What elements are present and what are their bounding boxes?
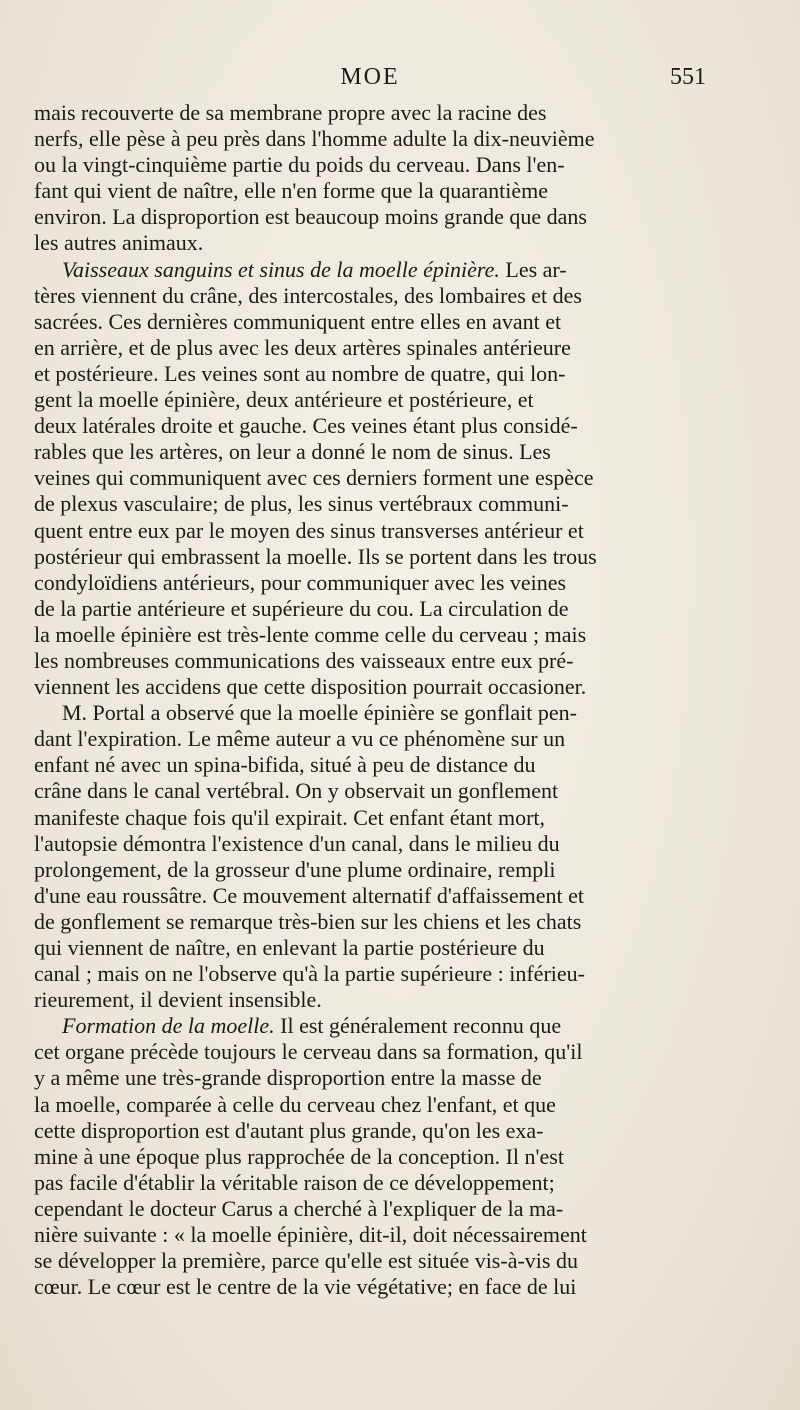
text-line: cet organe précède toujours le cerveau dans sa formation, qu'il bbox=[34, 1039, 583, 1065]
text-line: et postérieure. Les veines sont au nombre de quatre, qui lon- bbox=[34, 360, 566, 386]
text-line: les autres animaux. bbox=[34, 230, 204, 256]
paragraph-4 bbox=[34, 1013, 706, 1300]
text-line: cependant le docteur Carus a cherché à l'expliquer de la ma- bbox=[34, 1195, 564, 1221]
paragraph-3 bbox=[34, 700, 706, 1013]
text-line: postérieur qui embrassent la moelle. Ils se portent dans les trous bbox=[34, 543, 597, 569]
text-line: se développer la première, parce qu'elle est située vis-à-vis du bbox=[34, 1248, 578, 1274]
text-line: quent entre eux par le moyen des sinus transverses antérieur et bbox=[34, 517, 584, 543]
text-line: de la partie antérieure et supérieure du cou. La circulation de bbox=[34, 595, 569, 621]
text-line: M. Portal a observé que la moelle épinière se gonflait pen- bbox=[62, 700, 577, 726]
text-line: sacrées. Ces dernières communiquent entre elles en avant et bbox=[34, 308, 562, 334]
text-line: en arrière, et de plus avec les deux artères spinales antérieure bbox=[34, 334, 571, 360]
paragraph-2 bbox=[34, 257, 706, 701]
paragraph-1 bbox=[34, 100, 706, 257]
text-line: deux latérales droite et gauche. Ces veines étant plus considé- bbox=[34, 413, 578, 439]
page-header bbox=[34, 60, 706, 100]
text-line: ou la vingt-cinquième partie du poids du cerveau. Dans l'en- bbox=[34, 152, 565, 178]
body-text bbox=[34, 100, 706, 1300]
text-line: gent la moelle épinière, deux antérieure et postérieure, et bbox=[34, 387, 534, 413]
page-number: 551 bbox=[670, 64, 706, 90]
running-head: MOE bbox=[340, 64, 400, 90]
text-line: nerfs, elle pèse à peu près dans l'homme adulte la dix-neuvième bbox=[34, 126, 595, 152]
text-line: prolongement, de la grosseur d'une plume ordinaire, rempli bbox=[34, 856, 556, 882]
text-line: fant qui vient de naître, elle n'en forme que la quarantième bbox=[34, 178, 549, 204]
text-line: rieurement, il devient insensible. bbox=[34, 987, 322, 1013]
text-line: mine à une époque plus rapprochée de la conception. Il n'est bbox=[34, 1143, 564, 1169]
text-line: pas facile d'établir la véritable raison de ce développement; bbox=[34, 1169, 555, 1195]
text-line: rables que les artères, on leur a donné le nom de sinus. Les bbox=[34, 439, 551, 465]
text-line: dant l'expiration. Le même auteur a vu ce phénomène sur un bbox=[34, 726, 566, 752]
text-line: enfant né avec un spina-bifida, situé à peu de distance du bbox=[34, 752, 536, 778]
text-line: d'une eau roussâtre. Ce mouvement alternatif d'affaissement et bbox=[34, 882, 584, 908]
book-page bbox=[34, 60, 706, 1350]
text-line: manifeste chaque fois qu'il expirait. Cet enfant étant mort, bbox=[34, 804, 546, 830]
text-line: cœur. Le cœur est le centre de la vie végétative; en face de lui bbox=[34, 1274, 577, 1300]
text-line: condyloïdiens antérieurs, pour communiquer avec les veines bbox=[34, 569, 567, 595]
text-line: la moelle épinière est très-lente comme celle du cerveau ; mais bbox=[34, 621, 587, 647]
text-line: crâne dans le canal vertébral. On y observait un gonflement bbox=[34, 778, 559, 804]
text-line bbox=[34, 1013, 706, 1039]
heading-line-rest: Il est généralement reconnu que bbox=[274, 1013, 562, 1039]
text-line: veines qui communiquent avec ces derniers forment une espèce bbox=[34, 465, 594, 491]
text-line: viennent les accidens que cette disposition pourrait occasioner. bbox=[34, 674, 587, 700]
text-line: cette disproportion est d'autant plus grande, qu'on les exa- bbox=[34, 1117, 544, 1143]
section-heading: Vaisseaux sanguins et sinus de la moelle épinière. bbox=[62, 256, 500, 282]
text-line: les nombreuses communications des vaisseaux entre eux pré- bbox=[34, 647, 574, 673]
text-line bbox=[34, 257, 706, 283]
text-line: l'autopsie démontra l'existence d'un canal, dans le milieu du bbox=[34, 830, 560, 856]
text-line: de plexus vasculaire; de plus, les sinus vertébraux communi- bbox=[34, 491, 569, 517]
text-line: tères viennent du crâne, des intercostales, des lombaires et des bbox=[34, 282, 582, 308]
text-line: la moelle, comparée à celle du cerveau chez l'enfant, et que bbox=[34, 1091, 556, 1117]
text-line: nière suivante : « la moelle épinière, dit-il, doit nécessairement bbox=[34, 1222, 587, 1248]
text-line: environ. La disproportion est beaucoup moins grande que dans bbox=[34, 204, 587, 230]
text-line: canal ; mais on ne l'observe qu'à la partie supérieure : inférieu- bbox=[34, 961, 585, 987]
text-line: qui viennent de naître, en enlevant la partie postérieure du bbox=[34, 935, 545, 960]
text-line: de gonflement se remarque très-bien sur les chiens et les chats bbox=[34, 908, 582, 934]
section-heading: Formation de la moelle. bbox=[62, 1013, 275, 1039]
heading-line-rest: Les ar- bbox=[499, 256, 567, 282]
text-line: y a même une très-grande disproportion entre la masse de bbox=[34, 1065, 542, 1091]
text-line: mais recouverte de sa membrane propre avec la racine des bbox=[34, 100, 547, 125]
